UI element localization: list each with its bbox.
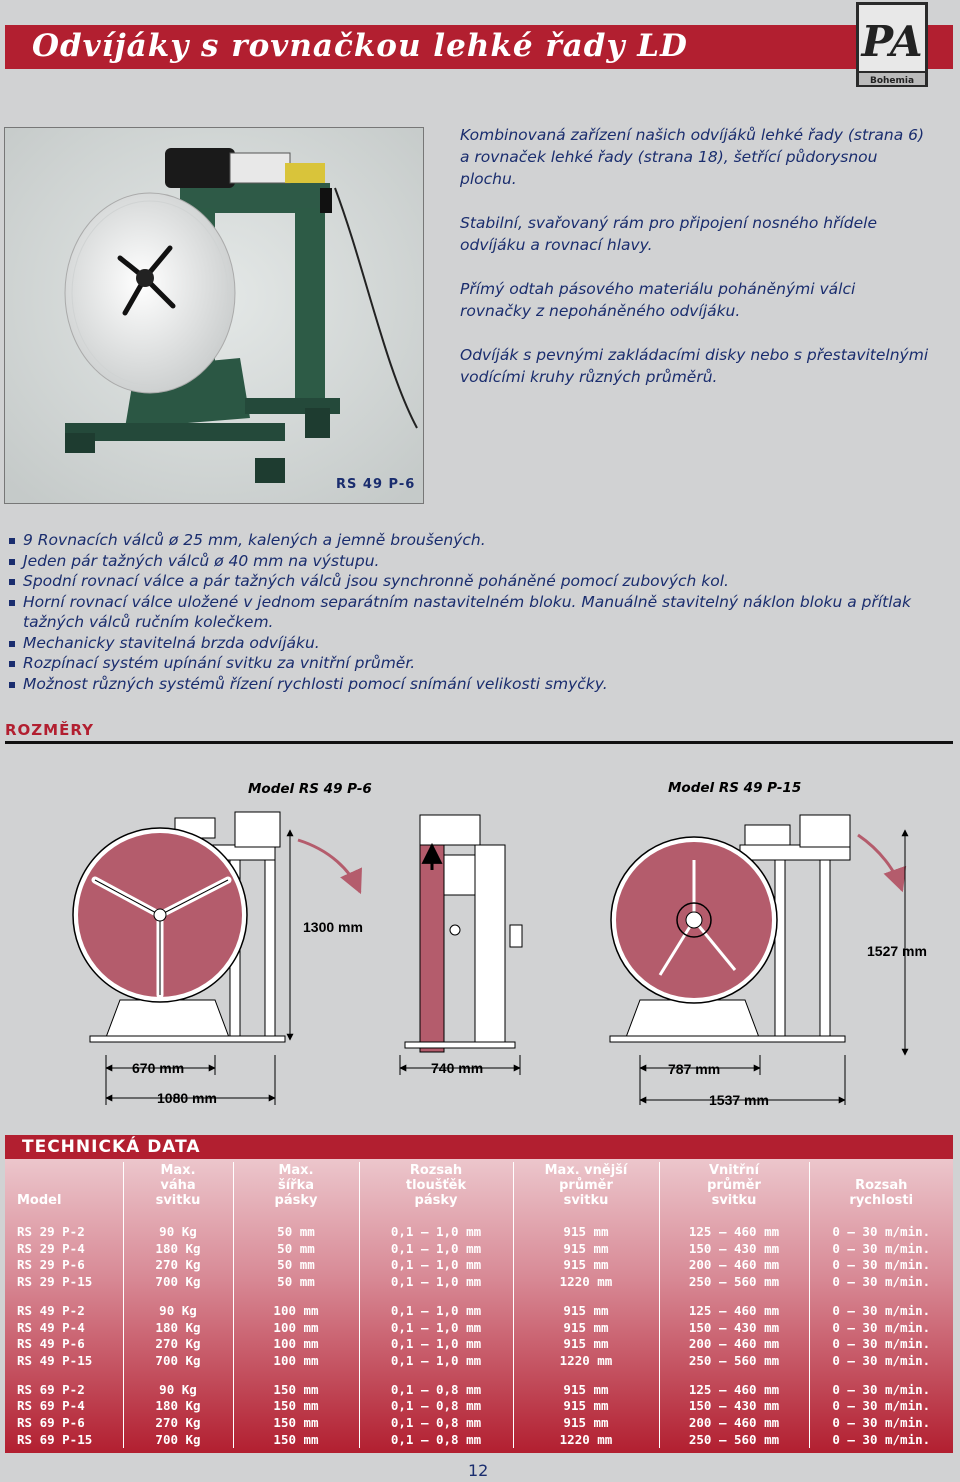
table-cell: RS 29 P-6	[17, 1257, 85, 1273]
table-cell: 200 – 460 mm	[659, 1257, 809, 1274]
width-670: 670 mm	[132, 1060, 185, 1076]
feature-item: Mechanicky stavitelná brzda odvíjáku.	[8, 633, 948, 654]
table-cell: 1220 mm	[513, 1274, 659, 1291]
table-row	[5, 1398, 953, 1415]
table-cell: RS 49 P-6	[17, 1336, 85, 1352]
table-cell: 915 mm	[513, 1303, 659, 1320]
table-cell: 100 mm	[233, 1336, 359, 1353]
table-row	[5, 1224, 953, 1241]
feature-item: Horní rovnací válce uložené v jednom separátním nastavitelném bloku. Manuálně stavitelný náklon bloku a přítlak tažných válců ručním kolečkem.	[8, 592, 948, 633]
table-cell: 700 Kg	[123, 1353, 233, 1370]
table-row	[5, 1241, 953, 1258]
table-row	[5, 1320, 953, 1337]
product-photo	[4, 127, 424, 504]
table-cell: 0 – 30 m/min.	[809, 1432, 953, 1449]
tech-data-table	[5, 1162, 953, 1448]
table-cell: RS 69 P-4	[17, 1398, 85, 1414]
table-cell: 50 mm	[233, 1274, 359, 1291]
table-cell: 100 mm	[233, 1353, 359, 1370]
feature-item: 9 Rovnacích válců ø 25 mm, kalených a jemně broušených.	[8, 530, 948, 551]
col-header: Max. váha svitku	[123, 1162, 233, 1212]
table-cell: 150 mm	[233, 1382, 359, 1399]
feature-list	[8, 530, 948, 694]
machine-illustration	[5, 128, 423, 503]
table-cell: 125 – 460 mm	[659, 1303, 809, 1320]
group-spacer	[5, 1212, 953, 1224]
group-spacer	[5, 1291, 953, 1303]
table-cell: 0,1 – 1,0 mm	[359, 1257, 513, 1274]
table-cell: RS 29 P-15	[17, 1274, 93, 1290]
width-1080: 1080 mm	[157, 1090, 217, 1106]
table-cell: 90 Kg	[123, 1382, 233, 1399]
table-cell: 0,1 – 1,0 mm	[359, 1274, 513, 1291]
table-cell: 270 Kg	[123, 1257, 233, 1274]
table-cell: 150 mm	[233, 1398, 359, 1415]
table-cell: 0 – 30 m/min.	[809, 1353, 953, 1370]
table-cell: RS 29 P-2	[17, 1224, 85, 1239]
table-cell: RS 69 P-2	[17, 1381, 85, 1397]
table-cell: 915 mm	[513, 1415, 659, 1432]
intro-paragraph: Stabilní, svařovaný rám pro připojení nosného hřídele odvíjáku a rovnací hlavy.	[460, 214, 878, 254]
table-cell: 90 Kg	[123, 1224, 233, 1241]
table-cell: 250 – 560 mm	[659, 1353, 809, 1370]
table-cell: RS 49 P-4	[17, 1319, 85, 1335]
table-cell: 0,1 – 1,0 mm	[359, 1303, 513, 1320]
table-row	[5, 1432, 953, 1449]
logo-subtitle: Bohemia	[869, 76, 915, 86]
table-cell: 100 mm	[233, 1303, 359, 1320]
table-cell: RS 49 P-15	[17, 1352, 93, 1368]
col-header: Rozsah rychlosti	[809, 1162, 953, 1212]
table-row	[5, 1336, 953, 1353]
table-cell: 915 mm	[513, 1224, 659, 1241]
table-cell: 200 – 460 mm	[659, 1415, 809, 1432]
table-row	[5, 1415, 953, 1432]
group-spacer	[5, 1370, 953, 1382]
table-cell: 50 mm	[233, 1241, 359, 1258]
table-cell: RS 29 P-4	[17, 1240, 85, 1256]
table-cell: 250 – 560 mm	[659, 1432, 809, 1449]
table-cell: RS 69 P-15	[17, 1431, 93, 1447]
table-cell: 50 mm	[233, 1257, 359, 1274]
table-cell: RS 49 P-2	[17, 1302, 85, 1318]
table-cell: 0,1 – 1,0 mm	[359, 1241, 513, 1258]
table-cell: 0 – 30 m/min.	[809, 1336, 953, 1353]
model-right-label: Model RS 49 P-15	[668, 780, 802, 796]
table-cell: RS 69 P-6	[17, 1415, 85, 1431]
table-cell: 0,1 – 0,8 mm	[359, 1415, 513, 1432]
height-right: 1527 mm	[867, 943, 927, 959]
table-cell: 150 mm	[233, 1432, 359, 1449]
table-cell: 180 Kg	[123, 1320, 233, 1337]
table-cell: 700 Kg	[123, 1274, 233, 1291]
table-row	[5, 1353, 953, 1370]
feature-item: Jeden pár tažných válců ø 40 mm na výstupu.	[8, 551, 948, 572]
dimensions-divider	[5, 741, 953, 744]
table-cell: 0,1 – 1,0 mm	[359, 1320, 513, 1337]
table-cell: 0 – 30 m/min.	[809, 1224, 953, 1241]
table-cell: 1220 mm	[513, 1353, 659, 1370]
table-cell: 0,1 – 0,8 mm	[359, 1398, 513, 1415]
table-cell: 0 – 30 m/min.	[809, 1257, 953, 1274]
right-machine-drawing	[610, 815, 927, 1055]
col-header: Vnitřní průměr svitku	[659, 1162, 809, 1212]
table-cell: 700 Kg	[123, 1432, 233, 1449]
company-logo	[856, 2, 928, 87]
logo-letters: PA	[861, 17, 923, 66]
table-cell: 125 – 460 mm	[659, 1224, 809, 1241]
table-cell: 0 – 30 m/min.	[809, 1241, 953, 1258]
table-cell: 0 – 30 m/min.	[809, 1415, 953, 1432]
table-row	[5, 1257, 953, 1274]
table-cell: 150 – 430 mm	[659, 1241, 809, 1258]
table-cell: 915 mm	[513, 1257, 659, 1274]
width-1537: 1537 mm	[709, 1092, 769, 1108]
width-787: 787 mm	[668, 1061, 721, 1077]
table-cell: 270 Kg	[123, 1336, 233, 1353]
table-cell: 0,1 – 0,8 mm	[359, 1432, 513, 1449]
table-cell: 915 mm	[513, 1382, 659, 1399]
left-machine-drawing	[73, 812, 363, 1042]
table-cell: 0 – 30 m/min.	[809, 1303, 953, 1320]
table-cell: 150 mm	[233, 1415, 359, 1432]
intro-paragraph: Přímý odtah pásového materiálu poháněnými válci rovnačky z nepoháněného odvíjáku.	[460, 280, 856, 320]
table-cell: 1220 mm	[513, 1432, 659, 1449]
table-cell: 915 mm	[513, 1241, 659, 1258]
dimensions-heading: ROZMĚRY	[5, 721, 94, 739]
dimension-drawings	[0, 770, 960, 1115]
table-cell: 150 – 430 mm	[659, 1398, 809, 1415]
table-row	[5, 1382, 953, 1399]
table-cell: 100 mm	[233, 1320, 359, 1337]
col-header: Model	[17, 1193, 62, 1208]
table-header-row	[5, 1162, 953, 1212]
table-cell: 180 Kg	[123, 1241, 233, 1258]
table-cell: 150 – 430 mm	[659, 1320, 809, 1337]
tech-data-rows	[5, 1212, 953, 1448]
intro-paragraph: Kombinovaná zařízení našich odvíjáků lehké řady (strana 6) a rovnaček lehké řady (strana 18), šetřící půdorysnou plochu.	[460, 126, 925, 188]
table-cell: 915 mm	[513, 1320, 659, 1337]
intro-text	[460, 124, 930, 410]
table-cell: 250 – 560 mm	[659, 1274, 809, 1291]
page-number: 12	[468, 1461, 489, 1480]
feature-item: Možnost různých systémů řízení rychlosti pomocí snímání velikosti smyčky.	[8, 674, 948, 695]
table-cell: 0 – 30 m/min.	[809, 1320, 953, 1337]
table-cell: 0,1 – 0,8 mm	[359, 1382, 513, 1399]
photo-caption: RS 49 P-6	[336, 477, 416, 492]
table-row	[5, 1274, 953, 1291]
table-cell: 915 mm	[513, 1336, 659, 1353]
feature-item: Rozpínací systém upínání svitku za vnitřní průměr.	[8, 653, 948, 674]
feature-item: Spodní rovnací válce a pár tažných válců jsou synchronně poháněné pomocí zubových kol.	[8, 571, 948, 592]
table-cell: 90 Kg	[123, 1303, 233, 1320]
table-row	[5, 1303, 953, 1320]
tech-data-title: TECHNICKÁ DATA	[22, 1137, 201, 1157]
table-cell: 200 – 460 mm	[659, 1336, 809, 1353]
col-header: Rozsah tloušťěk pásky	[359, 1162, 513, 1212]
table-cell: 0,1 – 1,0 mm	[359, 1353, 513, 1370]
height-left: 1300 mm	[303, 919, 363, 935]
col-header: Max. šířka pásky	[233, 1162, 359, 1212]
table-cell: 0 – 30 m/min.	[809, 1382, 953, 1399]
table-cell: 270 Kg	[123, 1415, 233, 1432]
table-cell: 915 mm	[513, 1398, 659, 1415]
table-cell: 180 Kg	[123, 1398, 233, 1415]
table-cell: 0,1 – 1,0 mm	[359, 1224, 513, 1241]
col-header: Max. vnější průměr svitku	[513, 1162, 659, 1212]
table-cell: 50 mm	[233, 1224, 359, 1241]
table-cell: 125 – 460 mm	[659, 1382, 809, 1399]
page-title: Odvíjáky s rovnačkou lehké řady LD	[32, 28, 688, 64]
width-740: 740 mm	[431, 1060, 484, 1076]
table-cell: 0,1 – 1,0 mm	[359, 1336, 513, 1353]
table-cell: 0 – 30 m/min.	[809, 1274, 953, 1291]
intro-paragraph: Odvíják s pevnými zakládacími disky nebo s přestavitelnými vodícími kruhy různých průměrů.	[460, 346, 929, 386]
table-cell: 0 – 30 m/min.	[809, 1398, 953, 1415]
side-view-drawing	[405, 815, 522, 1052]
model-left-label: Model RS 49 P-6	[248, 781, 372, 797]
